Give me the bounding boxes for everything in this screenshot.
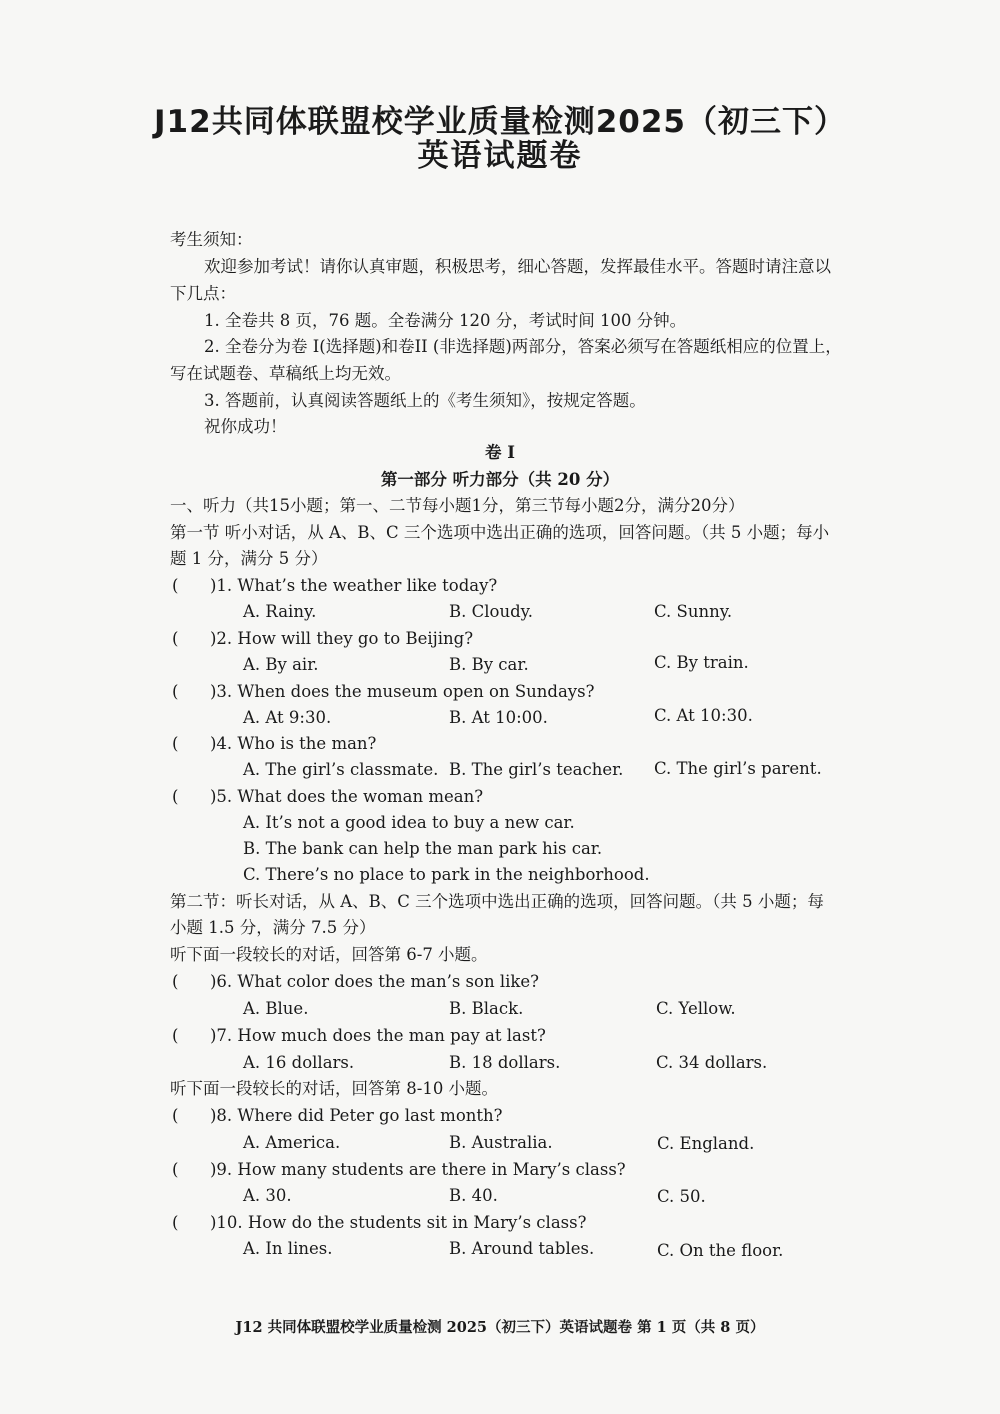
notice-item-2-cont: 写在试题卷、草稿纸上均无效。 [170,364,401,383]
answer-blank: ( [172,1160,179,1179]
question-1: )1. What’s the weather like today? [210,576,498,595]
option-c: C. By train. [654,653,749,672]
option-c: C. The girl’s parent. [654,759,822,778]
page-footer: J12 共同体联盟校学业质量检测 2025（初三下）英语试题卷 第 1 页（共 8 页） [235,1319,765,1336]
question-5: )5. What does the woman mean? [210,787,484,806]
question-8: )8. Where did Peter go last month? [210,1106,503,1125]
subsection-1-heading-cont: 题 1 分，满分 5 分） [170,549,328,568]
option-b: B. Around tables. [449,1239,595,1258]
option-b: B. The bank can help the man park his car. [243,839,603,858]
question-2: )2. How will they go to Beijing? [210,629,474,648]
notice-item-1: 1. 全卷共 8 页，76 题。全卷满分 120 分，考试时间 100 分钟。 [204,311,687,330]
section-heading: 一、听力（共15小题；第一、二节每小题1分，第三节每小题2分，满分20分） [170,496,745,515]
question-7: )7. How much does the man pay at last? [210,1026,546,1045]
option-b: B. The girl’s teacher. [449,760,624,779]
answer-blank: ( [172,576,179,595]
question-6: )6. What color does the man’s son like? [210,972,539,991]
option-c: C. Yellow. [656,999,736,1018]
question-3: )3. When does the museum open on Sundays? [210,682,595,701]
subsection-2-heading: 第二节：听长对话，从 A、B、C 三个选项中选出正确的选项，回答问题。（共 5 小题；每 [170,892,824,911]
option-b: B. 18 dollars. [449,1053,561,1072]
option-a: A. 30. [243,1186,292,1205]
answer-blank: ( [172,734,179,753]
notice-item-3: 3. 答题前，认真阅读答题纸上的《考生须知》，按规定答题。 [204,391,646,410]
notice-heading: 考生须知： [170,230,253,249]
subsection-2-heading-cont: 小题 1.5 分，满分 7.5 分） [170,918,376,937]
option-a: A. The girl’s classmate. [243,760,439,779]
option-a: A. By air. [243,655,319,674]
option-b: B. By car. [449,655,529,674]
option-a: A. 16 dollars. [243,1053,355,1072]
question-9: )9. How many students are there in Mary’s class? [210,1160,626,1179]
option-c: C. 34 dollars. [656,1053,768,1072]
option-c: C. On the floor. [657,1241,784,1260]
notice-intro: 欢迎参加考试！请你认真审题，积极思考，细心答题，发挥最佳水平。答题时请注意以 [204,257,831,276]
answer-blank: ( [172,629,179,648]
option-b: B. At 10:00. [449,708,548,727]
exam-title: J12共同体联盟校学业质量检测2025（初三下） [154,104,846,140]
option-b: B. Cloudy. [449,602,534,621]
option-c: C. There’s no place to park in the neighborhood. [243,865,650,884]
part-heading: 第一部分 听力部分（共 20 分） [380,470,620,489]
option-a: A. At 9:30. [243,708,332,727]
option-b: B. Black. [449,999,524,1018]
option-a: A. Rainy. [243,602,317,621]
option-b: B. 40. [449,1186,498,1205]
option-c: C. Sunny. [654,602,733,621]
volume-heading: 卷 I [485,443,515,462]
notice-wish: 祝你成功！ [204,417,287,436]
answer-blank: ( [172,787,179,806]
answer-blank: ( [172,682,179,701]
option-c: C. England. [657,1134,755,1153]
option-a: A. It’s not a good idea to buy a new car. [243,813,575,832]
dialog-intro-8-10: 听下面一段较长的对话，回答第 8-10 小题。 [170,1079,499,1098]
answer-blank: ( [172,1106,179,1125]
option-c: C. At 10:30. [654,706,753,725]
option-b: B. Australia. [449,1133,553,1152]
answer-blank: ( [172,1026,179,1045]
option-a: A. America. [243,1133,341,1152]
option-a: A. Blue. [243,999,309,1018]
question-4: )4. Who is the man? [210,734,377,753]
subsection-1-heading: 第一节 听小对话，从 A、B、C 三个选项中选出正确的选项，回答问题。（共 5 小题；每小 [170,523,830,542]
question-10: )10. How do the students sit in Mary’s class? [210,1213,587,1232]
answer-blank: ( [172,1213,179,1232]
answer-blank: ( [172,972,179,991]
option-a: A. In lines. [243,1239,333,1258]
notice-intro-cont: 下几点： [170,284,236,303]
dialog-intro-6-7: 听下面一段较长的对话，回答第 6-7 小题。 [170,945,488,964]
exam-subtitle: 英语试题卷 [417,138,583,174]
option-c: C. 50. [657,1187,706,1206]
notice-item-2: 2. 全卷分为卷 I(选择题)和卷II (非选择题)两部分，答案必须写在答题纸相应的位置上， [204,337,842,356]
